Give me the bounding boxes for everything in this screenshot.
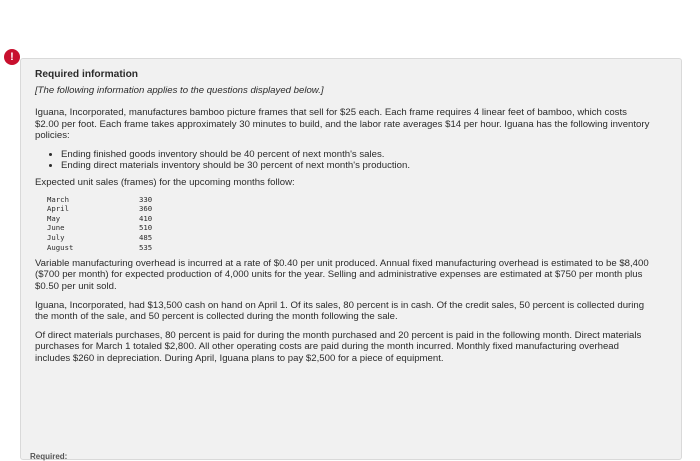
month-units: 535 <box>139 242 153 252</box>
month-units: 360 <box>139 204 153 214</box>
month-units: 330 <box>139 194 153 204</box>
purchases-paragraph: Of direct materials purchases, 80 percent is paid for during the month purchased and 20 percent is paid in the following month. Direct materials purchases for March 1 totaled $2,800. All other operating costs are paid during the month incurred. Monthly fixed manufacturing overhead includes $260 in depreciation. During April, Iguana plans to pay $2,500 for a piece of equipment. <box>35 330 642 364</box>
cash-paragraph: Iguana, Incorporated, had $13,500 cash on hand on April 1. Of its sales, 80 percent is in cash. Of the credit sales, 50 percent is collected during the month of the sale, and 50 percent is collected during the month following the sale. <box>35 299 645 322</box>
applies-note: [The following information applies to the questions displayed below.] <box>35 85 324 97</box>
policy-item: • Ending direct materials inventory should be 30 percent of next month's production. <box>61 160 650 171</box>
panel-heading: Required information <box>35 69 139 80</box>
month-label: August <box>47 242 74 252</box>
month-label: March <box>47 194 69 204</box>
month-units: 485 <box>139 233 153 242</box>
expected-sales-table <box>47 195 650 253</box>
month-label: June <box>47 223 65 233</box>
month-label: July <box>47 233 65 242</box>
required-label: Required: <box>30 452 68 461</box>
month-label: May <box>47 213 61 223</box>
month-units: 510 <box>139 223 153 233</box>
required-information-panel <box>20 58 682 460</box>
inventory-policies <box>49 149 650 171</box>
panel-content <box>35 69 650 372</box>
overhead-paragraph: Variable manufacturing overhead is incurred at a rate of $0.40 per unit produced. Annual fixed manufacturing overhead is estimated to be $8,400 ($700 per month) for expected production of 4,000 units for the year. Selling and administrative expenses are estimated at $750 per month plus $0.50 per unit sold. <box>35 258 649 292</box>
sales-label: Expected unit sales (frames) for the upcoming months follow: <box>35 177 295 189</box>
intro-paragraph: Iguana, Incorporated, manufactures bamboo picture frames that sell for $25 each. Each frame requires 4 linear feet of bamboo, which costs $2.00 per foot. Each frame takes approximately 30 minutes to build, and the labor rate averages $14 per hour. Iguana has the following inventory policies: <box>35 107 650 141</box>
policy-item: • Ending finished goods inventory should be 40 percent of next month's sales. <box>61 149 650 160</box>
month-label: April <box>47 204 69 214</box>
alert-icon: ! <box>4 49 20 65</box>
month-units: 410 <box>139 213 153 223</box>
